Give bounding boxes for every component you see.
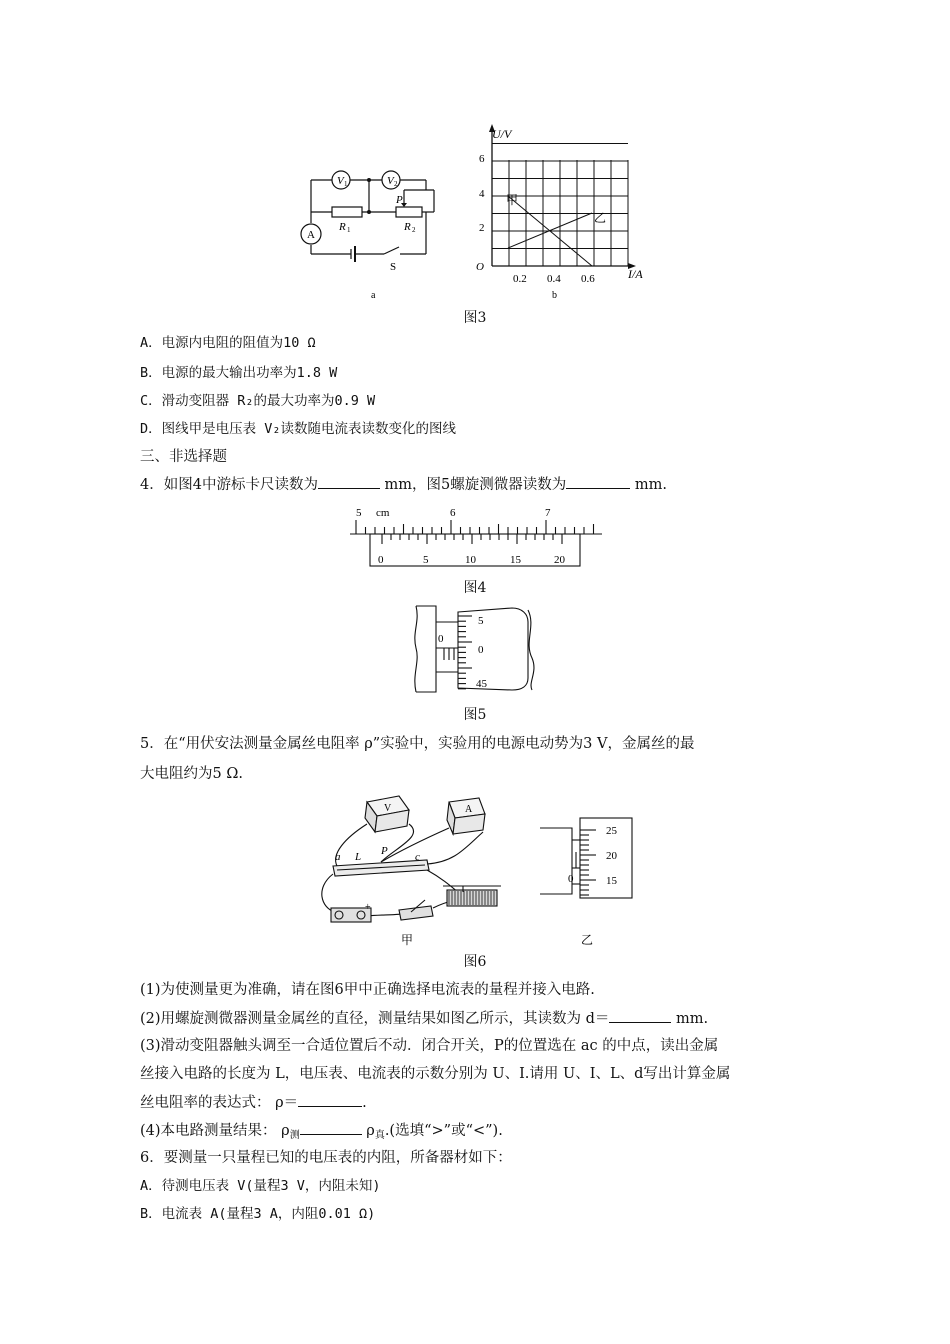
figure-5-micrometer — [412, 602, 552, 696]
q5-part-3-blank[interactable] — [298, 1092, 362, 1107]
option-d: D．图线甲是电压表 V₂读数随电流表读数变化的图线 — [140, 421, 457, 437]
figure-6-caption: 图6 — [463, 954, 487, 970]
x-axis-label: I/A — [628, 267, 643, 281]
micrometer-label-20: 20 — [606, 850, 617, 862]
question-6: 6．要测量一只量程已知的电压表的内阻，所备器材如下： — [140, 1150, 512, 1166]
q5-part-4-sub-1: 测 — [289, 1130, 300, 1141]
figure-4-caption: 图4 — [463, 580, 487, 596]
q5-part-2-text: (2)用螺旋测微器测量金属丝的直径，测量结果如图乙所示，其读数为 d＝ — [140, 1011, 610, 1027]
main-label-6: 6 — [450, 507, 456, 519]
q5-part-3-line-3 — [140, 1092, 367, 1113]
battery-plus-label: + — [365, 902, 371, 913]
option-b: B．电源的最大输出功率为1.8 W — [140, 365, 338, 381]
figure-3b-graph — [470, 120, 660, 302]
vernier-label-10: 10 — [465, 554, 476, 566]
question-4 — [140, 474, 667, 495]
q5-part-4-blank[interactable] — [300, 1120, 362, 1135]
figure-5-caption: 图5 — [463, 707, 487, 723]
micrometer-label-15: 15 — [606, 875, 617, 887]
fig3a-label: a — [371, 290, 376, 300]
q4-blank-2[interactable] — [566, 474, 630, 489]
wire-c-label: c — [415, 851, 420, 863]
section-title: 三、非选择题 — [140, 449, 227, 465]
y-axis-label: U/V — [492, 127, 512, 141]
option-a: A．电源内电阻的阻值为10 Ω — [140, 335, 316, 351]
r2-sub: 2 — [412, 226, 416, 234]
figure-3-caption: 图3 — [463, 310, 487, 326]
q6-option-b: B．电流表 A(量程3 A，内阻0.01 Ω) — [140, 1206, 376, 1222]
r2-label: R — [404, 221, 411, 233]
wire-a-label: a — [335, 851, 341, 863]
v1-label: V — [337, 175, 344, 187]
q5-part-3-end: . — [362, 1095, 367, 1111]
main-label-7: 7 — [545, 507, 551, 519]
y-tick-4: 4 — [479, 188, 485, 200]
option-c: C．滑动变阻器 R₂的最大功率为0.9 W — [140, 393, 376, 409]
q4-text-c: mm. — [630, 477, 668, 493]
wire-l-label: L — [355, 851, 362, 863]
y-tick-6: 6 — [479, 153, 485, 165]
q5-part-1: (1)为使测量更为准确，请在图6甲中正确选择电流表的量程并接入电路. — [140, 982, 595, 998]
q4-text-a: 4．如图4中游标卡尺读数为 — [140, 477, 318, 493]
ammeter-label-6: A — [465, 804, 473, 815]
origin-label: O — [476, 261, 484, 273]
main-unit: cm — [376, 507, 390, 519]
v2-sub: 2 — [394, 180, 398, 188]
line-jia-label: 甲 — [506, 193, 519, 207]
figure-6-setup — [315, 788, 525, 948]
sleeve-zero-label-6: 0 — [568, 873, 574, 885]
switch-label: S — [390, 261, 397, 273]
vernier-label-5: 5 — [423, 554, 429, 566]
v2-label: V — [387, 175, 394, 187]
q4-text-b: mm，图5螺旋测微器读数为 — [379, 477, 567, 493]
vernier-label-0: 0 — [378, 554, 384, 566]
slider-label: P — [396, 194, 403, 206]
q4-blank-1[interactable] — [318, 474, 380, 489]
voltmeter-label: V — [384, 803, 392, 814]
x-tick-0.4: 0.4 — [547, 273, 561, 285]
q6-option-a: A．待测电压表 V(量程3 V，内阻未知) — [140, 1178, 381, 1194]
q5-part-2-unit: mm. — [671, 1011, 709, 1027]
q5-part-4-sub-2: 真 — [374, 1130, 385, 1141]
q5-part-4 — [140, 1120, 503, 1146]
thimble-label-5: 5 — [478, 615, 484, 627]
question-5-line-1: 5．在“用伏安法测量金属丝电阻率 ρ”实验中，实验用的电源电动势为3 V，金属丝的最 — [140, 736, 695, 752]
r1-label: R — [339, 221, 346, 233]
y-tick-2: 2 — [479, 222, 485, 234]
q5-part-3-line-2: 丝接入电路的长度为 L，电压表、电流表的示数分别为 U、I.请用 U、I、L、d写出计算金属 — [140, 1066, 731, 1082]
fig6-left-label: 甲 — [401, 933, 414, 947]
micrometer-label-25: 25 — [606, 825, 617, 837]
sleeve-zero-label: 0 — [438, 633, 444, 645]
fig3b-label: b — [552, 290, 557, 301]
ammeter-label: A — [307, 229, 315, 241]
q5-part-2-blank[interactable] — [609, 1008, 671, 1023]
thimble-label-45: 45 — [476, 678, 487, 690]
thimble-label-0: 0 — [478, 644, 484, 656]
v1-sub: 1 — [344, 180, 348, 188]
fig6-right-label: 乙 — [581, 933, 594, 947]
q5-part-3-line-1: (3)滑动变阻器触头调至一合适位置后不动．闭合开关，P的位置选在 ac 的中点，读出金属 — [140, 1038, 719, 1054]
q5-part-4-text-a: (4)本电路测量结果： ρ — [140, 1123, 290, 1139]
x-tick-0.2: 0.2 — [513, 273, 527, 285]
r1-sub: 1 — [347, 226, 351, 234]
figure-3a-circuit — [296, 160, 456, 300]
figure-4-vernier-caliper — [340, 500, 610, 572]
q5-part-2 — [140, 1008, 708, 1029]
main-label-5: 5 — [356, 507, 362, 519]
x-tick-0.6: 0.6 — [581, 273, 595, 285]
q5-part-3-text: 丝电阻率的表达式： ρ＝ — [140, 1095, 299, 1111]
vernier-label-15: 15 — [510, 554, 521, 566]
figure-6-micrometer — [538, 812, 648, 948]
line-yi-label: 乙 — [594, 211, 607, 225]
q5-part-4-text-b: ρ — [361, 1123, 375, 1139]
vernier-label-20: 20 — [554, 554, 565, 566]
wire-p-label: P — [381, 845, 388, 857]
q5-part-4-text-c: .(选填“>”或“<”). — [384, 1123, 503, 1139]
question-5-line-2: 大电阻约为5 Ω. — [140, 766, 243, 782]
